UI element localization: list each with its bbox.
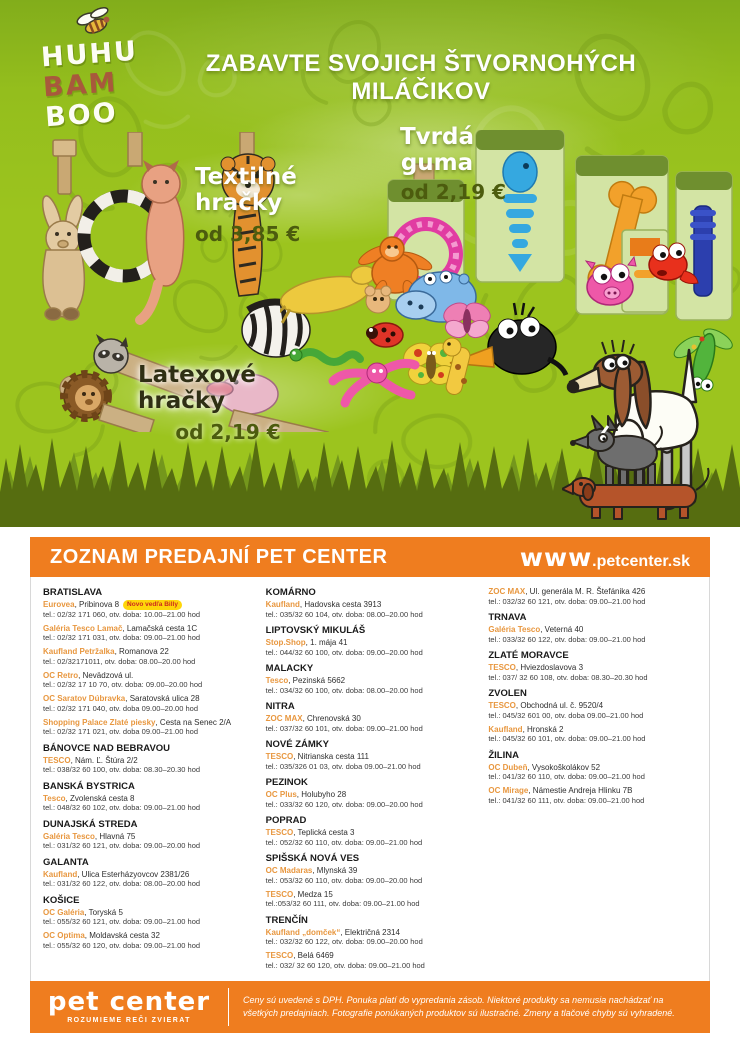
store-columns — [30, 577, 710, 981]
store-address: , Električná 2314 — [340, 927, 400, 937]
store-list-section — [30, 537, 710, 1033]
store-tel: tel.: 034/32 60 100, otv. doba: 08.00–20.00 hod — [265, 685, 423, 695]
website-url — [520, 543, 690, 572]
latex-mouse-toy — [365, 286, 391, 313]
store-tel: tel.: 041/32 60 110, otv. doba: 09.00–21.00 hod — [488, 772, 645, 781]
store-address: , Moldavská cesta 32 — [84, 931, 160, 940]
store-tel: tel.: 045/32 60 101, otv. doba: 09.00–21.00 hod — [488, 734, 646, 743]
store-entry — [43, 931, 252, 950]
store-tel: tel.: 02/32 171 031, otv. doba: 09.00–21.00 hod — [43, 633, 201, 642]
store-name: Kaufland Petržalka — [43, 647, 115, 656]
store-tel: tel.: 033/32 60 120, otv. doba: 09.00–20.00 hod — [265, 799, 423, 809]
textile-toys-price: od 3,85 € — [195, 222, 301, 246]
store-entry — [488, 663, 697, 682]
store-address: , Veterná 40 — [540, 625, 584, 634]
store-address: , Toryská 5 — [84, 907, 123, 917]
store-address: , Pezinská 5662 — [288, 676, 346, 685]
store-address: , Hlavná 75 — [94, 831, 136, 841]
store-name-line — [43, 600, 252, 610]
store-address: , Holubyho 28 — [296, 790, 347, 799]
store-entry — [266, 928, 475, 947]
store-name: TESCO — [488, 701, 516, 710]
plush-fox-ring-toy — [84, 132, 184, 320]
store-name-line — [488, 763, 697, 773]
store-name: Kaufland — [488, 724, 523, 734]
website-www: www — [519, 542, 593, 572]
store-entry — [43, 694, 252, 713]
store-name: Shopping Palace Zlaté piesky — [43, 717, 156, 727]
store-entry — [266, 790, 475, 809]
store-address: , Medza 15 — [293, 889, 333, 899]
store-name-line — [43, 671, 252, 681]
latex-snake-toy — [290, 349, 360, 362]
store-name: Kaufland — [43, 869, 78, 879]
store-name-line — [266, 790, 475, 800]
city-heading: GALANTA — [43, 856, 89, 868]
store-entry — [43, 647, 252, 666]
store-tel: tel.: 053/32 60 110, otv. doba: 09.00–20.00 hod — [265, 875, 423, 885]
store-address: , Ul. generála M. R. Štefánika 426 — [525, 587, 646, 596]
textile-toys-label — [195, 164, 375, 246]
store-tel: tel.: 041/32 60 111, otv. doba: 09.00–21.00 hod — [488, 795, 645, 805]
store-name-line — [266, 866, 475, 876]
petcenter-tagline: ROZUMIEME REČI ZVIERAT — [67, 1017, 191, 1024]
store-name: ZOC MAX — [488, 587, 526, 596]
store-entry — [43, 832, 252, 851]
city-heading: SPIŠSKÁ NOVÁ VES — [265, 853, 360, 864]
store-tel: tel.: 031/32 60 122, otv. doba: 08.00–20.00 hod — [43, 879, 201, 888]
store-address: , Nitrianska cesta 111 — [293, 752, 369, 761]
store-entry — [266, 828, 475, 847]
store-address: , Teplická cesta 3 — [293, 828, 355, 837]
store-name-line — [266, 676, 475, 686]
city-heading: LIPTOVSKÝ MIKULÁŠ — [265, 625, 366, 636]
store-address: , Pribinova 8 — [74, 600, 120, 609]
latex-fish-toy — [649, 243, 698, 284]
store-tel: tel.: 02/32171011, otv. doba: 08.00–20.00 hod — [43, 656, 196, 666]
store-name: TESCO — [43, 755, 71, 765]
city-heading: ZLATÉ MORAVCE — [488, 650, 569, 661]
dogs-illustration — [562, 338, 730, 524]
headline: ZABAVTE SVOJICH ŠTVORNOHÝCH MILÁČIKOV — [205, 50, 637, 105]
store-entry — [488, 701, 697, 720]
store-address: , Obchodná ul. č. 9520/4 — [515, 701, 604, 710]
latex-stretchy-toy — [333, 363, 415, 403]
store-address: , Námestie Andreja Hlinku 7B — [528, 786, 633, 795]
new-store-badge: Novo vedľa Billy — [123, 600, 182, 610]
store-entry — [488, 725, 697, 744]
store-name: TESCO — [265, 889, 294, 899]
store-name: Galéria Tesco — [488, 625, 541, 634]
store-address: , Cesta na Senec 2/A — [155, 717, 232, 727]
store-tel: tel.: 052/32 60 110, otv. doba: 09.00–21.00 hod — [265, 837, 423, 847]
store-name: ZOC MAX — [265, 714, 303, 723]
city-heading: TRENČÍN — [265, 914, 308, 926]
store-name-line — [266, 638, 475, 648]
store-tel: tel.:053/32 60 111, otv. doba: 09.00–21.00 hod — [265, 899, 420, 908]
store-address: , Ulica Esterházyovcov 2381/26 — [77, 869, 190, 879]
store-entry — [488, 786, 697, 805]
store-tel: tel.: 032/32 60 122, otv. doba: 09.00–20.00 hod — [265, 937, 423, 946]
store-address: , Lamačská cesta 1C — [122, 623, 198, 633]
store-entry — [43, 908, 252, 927]
store-tel: tel.: 035/32 60 104, otv. doba: 08.00–20.00 hod — [265, 609, 423, 619]
store-name: OC Madaras — [265, 866, 313, 875]
footer-bar — [30, 981, 710, 1033]
store-name: Kaufland „domček“ — [265, 927, 341, 937]
store-name: TESCO — [488, 663, 516, 672]
store-tel: tel.: 032/32 60 121, otv. doba: 09.00–21.00 hod — [488, 596, 646, 606]
store-entry — [488, 587, 697, 606]
logo-line-1: HUHU — [40, 35, 139, 74]
logo-line-2: BAM — [42, 67, 119, 104]
store-address: , Saratovská ulica 28 — [125, 694, 200, 703]
store-name-line — [488, 786, 697, 796]
city-heading: ŽILINA — [488, 749, 519, 761]
city-heading: MALACKY — [265, 663, 314, 674]
store-name-line — [43, 870, 252, 880]
store-name-line — [488, 663, 697, 673]
store-tel: tel.: 035/326 01 03, otv. doba 09.00–21.00 hod — [265, 761, 421, 771]
store-entry — [266, 752, 475, 771]
city-heading: ZVOLEN — [488, 688, 527, 699]
store-entry — [488, 763, 697, 782]
latex-toys-title: Latexové hračky — [138, 362, 256, 414]
logo-line-3: BOO — [44, 97, 119, 134]
store-name: OC Saratov Dúbravka — [43, 694, 126, 703]
city-heading: BÁNOVCE NAD BEBRAVOU — [43, 742, 171, 754]
store-name-line — [43, 931, 252, 941]
store-name: Galéria Tesco — [43, 831, 95, 841]
store-name-line — [43, 794, 252, 804]
latex-pig-toy — [586, 257, 636, 305]
store-entry — [43, 794, 252, 813]
store-name-line — [488, 587, 697, 597]
store-tel: tel.: 044/32 60 100, otv. doba: 09.00–20.00 hod — [265, 647, 423, 657]
website-domain: .petcenter.sk — [592, 552, 690, 570]
store-name: TESCO — [265, 828, 294, 837]
store-list-title: ZOZNAM PREDAJNÍ PET CENTER — [50, 545, 388, 568]
latex-toys-label — [138, 362, 318, 444]
store-tel: tel.: 02/32 171 060, otv. doba: 10.00–21.00 hod — [43, 609, 201, 619]
store-tel: tel.: 037/ 32 60 108, otv. doba: 08.30–20.30 hod — [488, 672, 648, 682]
store-name-line — [43, 832, 252, 842]
store-name: Eurovea — [43, 600, 75, 609]
city-heading: NITRA — [265, 701, 295, 712]
store-entry — [266, 714, 475, 733]
store-name: OC Galéria — [43, 907, 85, 917]
city-heading: POPRAD — [265, 815, 307, 826]
store-tel: tel.: 055/32 60 121, otv. doba: 09.00–21.00 hod — [43, 917, 201, 926]
city-heading: DUNAJSKÁ STREDA — [43, 818, 138, 830]
store-name: OC Mirage — [488, 786, 529, 795]
store-entry — [43, 671, 252, 690]
store-name: TESCO — [265, 951, 294, 960]
store-entry — [266, 638, 475, 657]
store-entry — [43, 600, 252, 619]
store-column-3 — [488, 587, 697, 975]
store-name: OC Plus — [265, 790, 297, 799]
store-tel: tel.: 037/32 60 101, otv. doba: 09.00–21.00 hod — [265, 723, 423, 733]
bee-icon — [72, 6, 122, 39]
store-tel: tel.: 031/32 60 121, otv. doba: 09.00–20.00 hod — [43, 841, 201, 850]
store-name: Tesco — [43, 793, 66, 803]
store-tel: tel.: 045/32 601 00, otv. doba 09.00–21.00 hod — [488, 710, 644, 720]
store-entry — [43, 718, 252, 737]
huhubamboo-logo — [38, 5, 143, 133]
store-list-header — [30, 537, 710, 577]
store-name: Stop.Shop — [265, 638, 306, 647]
store-tel: tel.: 048/32 60 102, otv. doba: 09.00–21.00 hod — [43, 803, 201, 812]
store-name-line — [488, 625, 697, 635]
store-address: , Zvolenská cesta 8 — [65, 793, 135, 803]
footer-divider — [228, 988, 229, 1026]
store-name-line — [488, 701, 697, 711]
store-name: Galéria Tesco Lamač — [43, 623, 123, 633]
store-entry — [266, 600, 475, 619]
store-name-line — [266, 890, 475, 900]
hard-rubber-price: od 2,19 € — [400, 180, 506, 204]
store-tel: tel.: 02/32 171 040, otv. doba 09.00–20.00 hod — [43, 703, 198, 713]
store-name: OC Dubeň — [488, 762, 528, 772]
city-heading: NOVÉ ZÁMKY — [265, 739, 330, 750]
store-entry — [266, 866, 475, 885]
store-address: , Chrenovská 30 — [302, 714, 361, 723]
store-name-line — [266, 752, 475, 762]
textile-toys-title: Textilné hračky — [195, 164, 297, 216]
city-heading: TRNAVA — [488, 612, 527, 623]
store-entry — [266, 676, 475, 695]
store-entry — [266, 890, 475, 909]
store-name: OC Retro — [43, 670, 79, 680]
store-entry — [43, 756, 252, 775]
store-name-line — [43, 694, 252, 704]
city-heading: PEZINOK — [265, 777, 308, 788]
store-tel: tel.: 02/32 171 021, otv. doba 09.00–21.00 hod — [43, 727, 198, 736]
store-address: , Belá 6469 — [293, 951, 334, 960]
store-tel: tel.: 032/ 32 60 120, otv. doba: 09.00–21.00 hod — [265, 960, 425, 970]
city-heading: BANSKÁ BYSTRICA — [43, 780, 135, 792]
store-column-1 — [43, 587, 252, 975]
store-name-line — [43, 647, 252, 657]
hard-rubber-label — [362, 124, 512, 204]
city-heading: KOŠICE — [43, 894, 80, 906]
store-name-line — [266, 928, 475, 938]
petcenter-logo-text: pet center — [47, 987, 211, 1017]
store-entry — [43, 624, 252, 643]
store-address: , Vysokoškolákov 52 — [527, 762, 601, 772]
store-entry — [266, 951, 475, 970]
store-address: , 1. mája 41 — [305, 638, 348, 647]
store-address: , Mlynská 39 — [312, 866, 358, 875]
store-name-line — [266, 600, 475, 610]
store-name: Kaufland — [265, 600, 300, 609]
store-address: , Nám. Ľ. Štúra 2/2 — [70, 755, 138, 765]
store-address: , Romanova 22 — [114, 647, 169, 656]
store-tel: tel.: 033/32 60 122, otv. doba: 09.00–21.00 hod — [488, 634, 646, 644]
store-name: Tesco — [265, 676, 289, 685]
latex-ladybug-toy — [366, 323, 403, 347]
store-name-line — [266, 714, 475, 724]
petcenter-logo — [44, 989, 214, 1024]
store-name-line — [43, 624, 252, 634]
city-heading: KOMÁRNO — [265, 587, 316, 598]
hard-rubber-title: Tvrdá guma — [399, 124, 474, 176]
store-tel: tel.: 055/32 60 120, otv. doba: 09.00–21.00 hod — [43, 940, 201, 950]
disclaimer-text: Ceny sú uvedené s DPH. Ponuka platí do vypredania zásob. Niektoré produkty sa nemusia nachádzať na všetkých predajniach. Fotografie ponúkaných produktov sú ilustračné. Zmeny a tlačové chyby sú vyhradené. — [243, 994, 675, 1018]
store-address: , Hadovska cesta 3913 — [299, 600, 382, 609]
store-name-line — [43, 718, 252, 728]
store-address: , Hviezdoslavova 3 — [515, 663, 584, 672]
city-heading: BRATISLAVA — [43, 587, 103, 598]
latex-toys-price: od 2,19 € — [175, 420, 281, 444]
store-entry — [43, 870, 252, 889]
store-name-line — [488, 725, 697, 735]
store-entry — [488, 625, 697, 644]
store-column-2 — [266, 587, 475, 975]
store-name-line — [43, 908, 252, 918]
store-name-line — [266, 828, 475, 838]
store-tel: tel.: 038/32 60 100, otv. doba: 08.30–20.30 hod — [43, 765, 201, 774]
store-address: , Nevädzová ul. — [78, 670, 134, 680]
store-name: TESCO — [265, 752, 294, 761]
store-name: OC Optima — [43, 931, 85, 940]
store-tel: tel.: 02/32 17 10 70, otv. doba: 09.00–20.00 hod — [43, 680, 203, 689]
store-name-line — [266, 951, 475, 961]
store-name-line — [43, 756, 252, 766]
store-address: , Hronská 2 — [522, 724, 564, 734]
